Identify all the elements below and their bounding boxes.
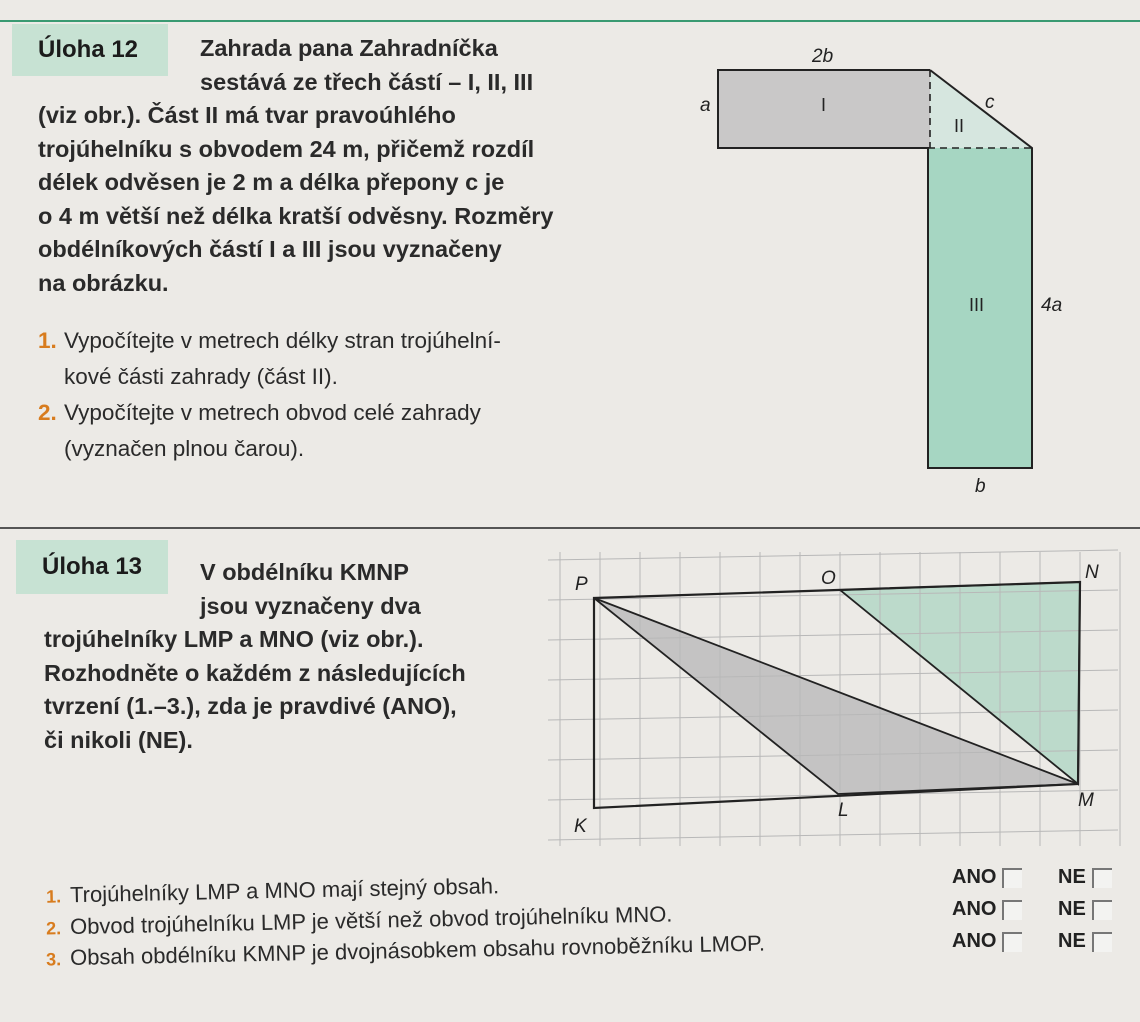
statement-text: Obvod trojúhelníku LMP je větší než obvod trojúhelníku MNO. [69,901,673,940]
vertex-M: M [1078,790,1094,811]
task-12-tag: Úloha 12 [12,24,168,76]
no-checkbox[interactable] [1092,868,1112,888]
task-13-line: Rozhodněte o každém z následujících [44,659,466,686]
no-checkbox[interactable] [1092,900,1112,920]
label-b: b [975,476,986,497]
no-label: NE [1058,866,1086,888]
task-12-line: (viz obr.). Část II má tvar pravoúhlého [38,102,456,128]
question-line: Vypočítejte v metrech obvod celé zahrady [64,400,481,425]
label-4a: 4a [1041,295,1063,316]
task-13-line: V obdélníku KMNP [200,559,409,585]
task-12-line: o 4 m větší než délka kratší odvěsny. Rozměry [38,202,554,229]
garden-figure [700,46,1062,497]
task-13-line: trojúhelníky LMP a MNO (viz obr.). [44,626,424,652]
answer-row-3 [952,930,1112,953]
statement-number: 3. [45,949,62,970]
grid-line-horizontal [548,790,1118,800]
question-line: kové části zahrady (část II). [64,364,338,389]
question-line: (vyznačen plnou čarou). [64,436,305,461]
task-12-line: Zahrada pana Zahradníčka [200,35,498,61]
label-I: I [821,95,827,115]
question-number: 1. [38,328,57,353]
statement-text: Obsah obdélníku KMNP je dvojnásobkem obsahu rovnoběžníku LMOP. [69,930,766,971]
vertex-O: O [821,568,836,589]
yes-checkbox[interactable] [1002,868,1022,888]
no-checkbox[interactable] [1092,932,1112,952]
grid-line-horizontal [548,550,1118,560]
grid-line-horizontal [548,830,1118,840]
task-13-line: či nikoli (NE). [44,726,193,753]
task-12-line: na obrázku. [38,269,169,296]
no-label: NE [1058,898,1086,920]
task-13-line: tvrzení (1.–3.), zda je pravdivé (ANO), [44,693,457,719]
task-13-text [44,556,524,757]
question-line: Vypočítejte v metrech délky stran trojúhelní- [64,328,501,353]
yes-checkbox[interactable] [1002,900,1022,920]
yes-checkbox[interactable] [1002,932,1022,952]
label-c: c [985,92,995,113]
no-label: NE [1058,930,1086,952]
vertex-P: P [575,574,588,595]
task-12-line: trojúhelníku s obvodem 24 m, přičemž rozdíl [38,135,535,162]
label-II: II [954,116,965,136]
statement-number: 2. [45,918,62,939]
task-12-line: sestává ze třech částí – I, II, III [200,68,534,95]
vertex-L: L [838,800,849,821]
yes-label: ANO [952,930,997,952]
statement-text: Trojúhelníky LMP a MNO mají stejný obsah. [69,873,500,908]
label-2b: 2b [812,46,834,67]
answer-row-1 [952,866,1112,889]
label-a: a [700,95,711,116]
yes-label: ANO [952,898,997,920]
answer-row-2 [952,898,1112,921]
label-III: III [969,295,985,315]
grid-figure [548,550,1120,846]
task-12-line: obdélníkových částí I a III jsou vyznačeny [38,236,502,262]
statement-number: 1. [45,886,62,907]
vertex-K: K [574,816,587,837]
question-number: 2. [38,400,57,425]
vertex-N: N [1085,562,1099,583]
task-13-tag: Úloha 13 [16,540,168,594]
task-12-line: délek odvěsen je 2 m a délka přepony c je [38,169,505,195]
task-13-line: jsou vyznačeny dva [200,592,421,619]
yes-label: ANO [952,866,997,888]
